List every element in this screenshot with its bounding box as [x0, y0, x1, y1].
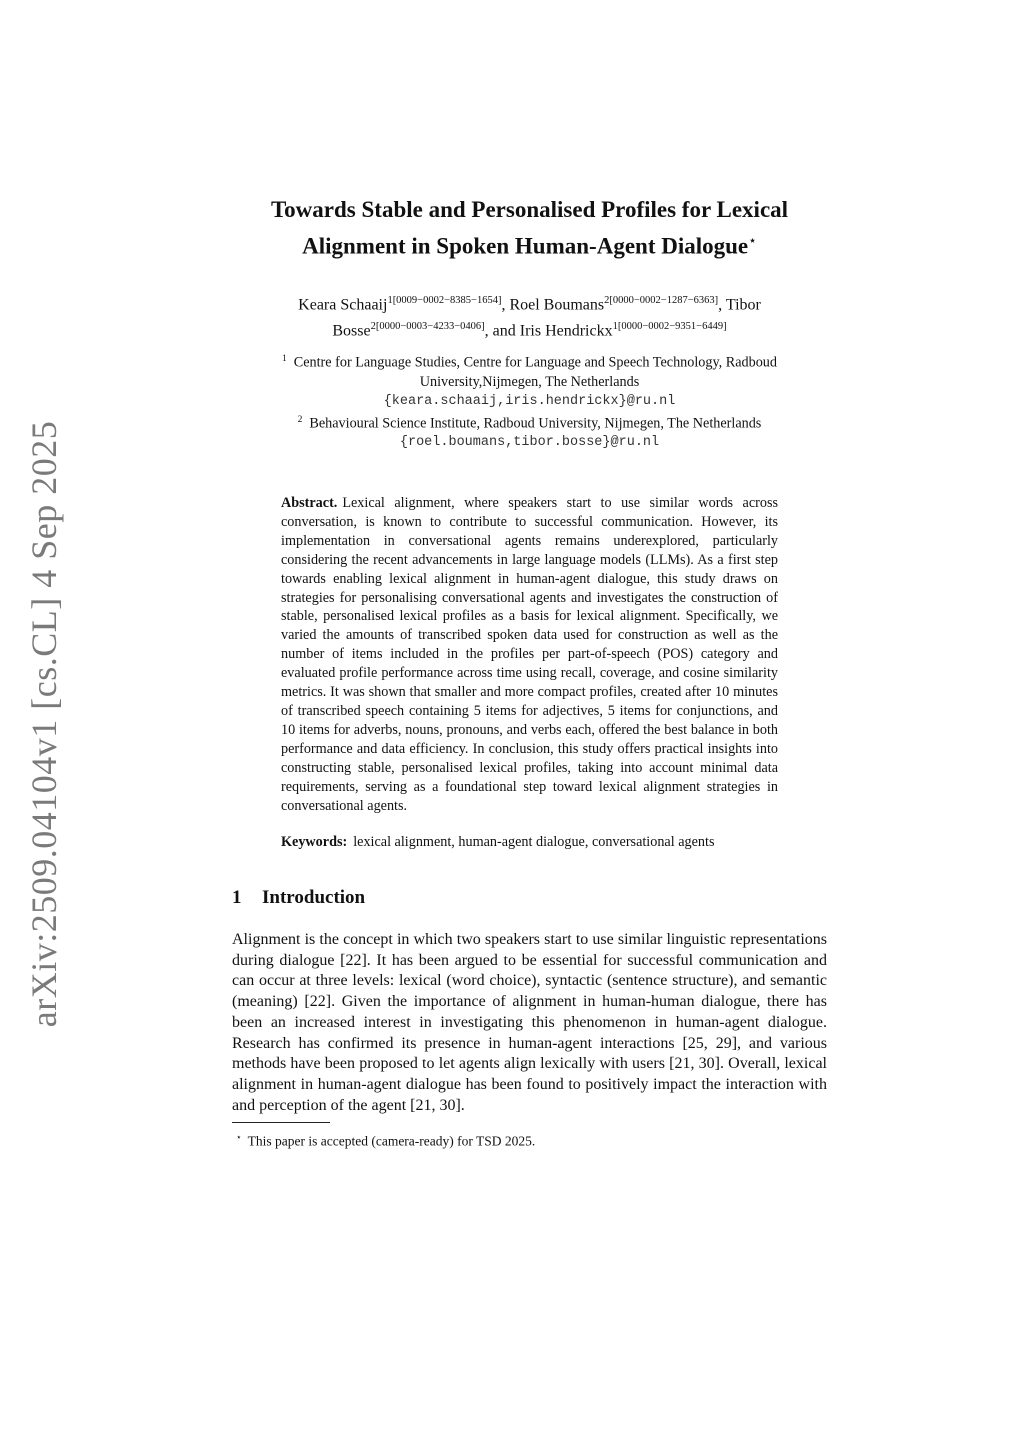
arxiv-identifier-stamp: [0, 0, 80, 1448]
affiliation-1: $^1$ Centre for Language Studies, Centre for Language and Speech Technology, Radboud University,Nijmegen, The Netherlands {keara.schaaij,iris.hendrickx}@ru.nl: [232, 350, 827, 411]
section-heading-introduction: [232, 885, 827, 911]
affiliation-email[interactable]: {keara.schaaij,iris.hendrickx}@ru.nl: [383, 393, 676, 409]
affiliation-number: 2: [297, 414, 303, 425]
abstract-text: Lexical alignment, where speakers start to use similar words across conversation, is known to contribute to successful communication. However, its implementation in conversational agents remains underexplored, particularly considering the recent advancements in large language models (LLMs). As a first step towards enabling lexical alignment in human-agent dialogue, this study draws on strategies for personalising conversational agents and investigates the construction of stable, personalised lexical profiles as a basis for lexical alignment. Specifically, we varied the amounts of transcribed spoken data used for construction as well as the number of items included in the profiles per part-of-speech (POS) category and evaluated profile performance across time using recall, coverage, and cosine similarity metrics. It was shown that smaller and more compact profiles, created after 10 minutes of transcribed speech containing 5 items for adjectives, 5 items for conjunctions, and 10 items for adverbs, nouns, pronouns, and verbs each, offered the best balance in both performance and data efficiency. In conclusion, this study offers practical insights into constructing stable, personalised lexical profiles, taking into account minimal data requirements, serving as a foundational step toward lexical alignment strategies in conversational agents.: [281, 495, 778, 814]
section-title: Introduction: [262, 887, 366, 908]
title-footnote-mark: ⋆: [748, 234, 757, 249]
author-orcid: 1[0009−0002−8385−1654]: [387, 295, 502, 306]
footnote-text: This paper is accepted (camera-ready) for TSD 2025.: [247, 1133, 536, 1149]
arxiv-id: arXiv:2509.04104v1 [cs.CL] 4 Sep 2025: [24, 420, 64, 1028]
author-name: Iris Hendrickx: [519, 322, 613, 340]
author-name: Roel Boumans: [509, 296, 605, 314]
section-number: 1: [232, 887, 242, 908]
author-orcid: 2[0000−0002−1287−6363]: [604, 295, 719, 306]
author-list: [232, 290, 827, 343]
footnote: [232, 1128, 827, 1151]
keywords-text: lexical alignment, human-agent dialogue, conversational agents: [353, 834, 715, 850]
footnote-rule: [232, 1122, 330, 1123]
affiliations: [232, 350, 827, 452]
affiliation-2: $^2$ Behavioural Science Institute, Radboud University, Nijmegen, The Netherlands {roel.boumans,tibor.bosse}@ru.nl: [232, 411, 827, 453]
introduction-paragraph: Alignment is the concept in which two speakers start to use similar linguistic representations during dialogue [22]. It has been argued to be essential for successful communication and can occur at three levels: lexical (word choice), syntactic (sentence structure), and semantic (meaning) [22]. Given the importance of alignment in human-human dialogue, there has been an increased interest in investigating this phenomenon in human-agent dialogue. Research has confirmed its presence in human-agent interactions [25, 29], and various methods have been proposed to let agents align lexically with users [21, 30]. Overall, lexical alignment in human-agent dialogue has been found to positively impact the interaction with and perception of the agent [21, 30].: [232, 931, 827, 1114]
title-line-1: Towards Stable and Personalised Profiles for Lexical: [270, 197, 789, 222]
abstract: [281, 494, 778, 815]
author-line-2: Bosse$^{2[0000-0003-4233-0406]}$, and Iris Hendrickx$^{1[0000-0002-9351-6449]}$: [332, 321, 727, 340]
keywords: [281, 833, 778, 852]
author-name: Bosse: [332, 322, 371, 340]
author-name: Keara Schaaij: [298, 296, 388, 314]
paper-title: [232, 194, 827, 263]
author-orcid: 2[0000−0003−4233−0406]: [370, 321, 485, 333]
author-orcid: 1[0000−0002−9351−6449]: [612, 321, 727, 333]
affiliation-email[interactable]: {roel.boumans,tibor.bosse}@ru.nl: [399, 435, 660, 451]
author-line-1: Keara Schaaij$^{1[0009-0002-8385-1654]}$, Roel Boumans$^{2[0000-0002-1287-6363]}$, Tibor: [298, 295, 761, 314]
keywords-label: Keywords:: [281, 834, 348, 850]
affiliation-number: 1: [282, 354, 287, 364]
title-line-2: Alignment in Spoken Human-Agent Dialogue⋆: [302, 233, 757, 259]
footnote-mark: ⋆: [236, 1132, 242, 1142]
author-name: Tibor: [725, 296, 761, 314]
abstract-label: Abstract.: [281, 495, 338, 511]
